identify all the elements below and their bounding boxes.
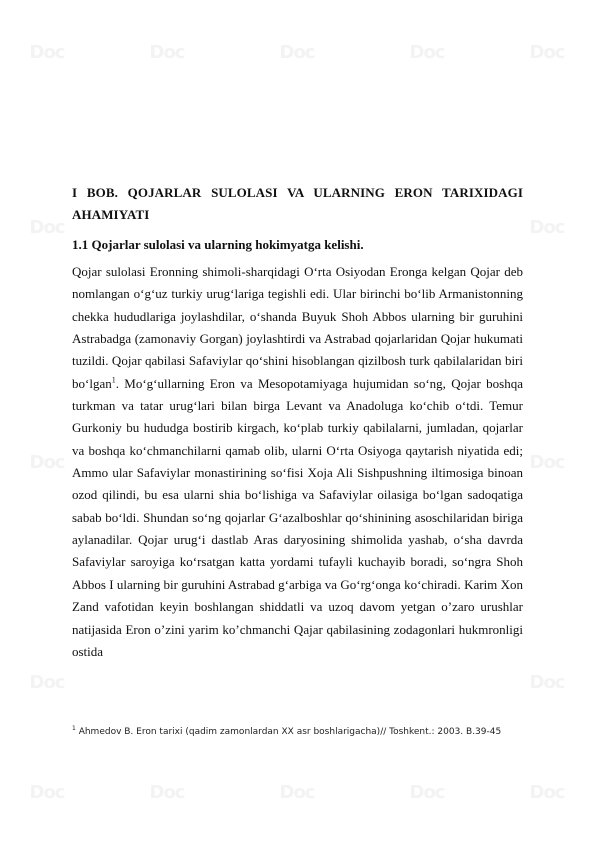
watermark-pattern: Doc Doc Doc Doc Doc Doc Doc Doc Doc Doc Doc Doc Doc Doc Doc Doc [29, 41, 565, 803]
chapter-title: I BOB. QOJARLAR SULOLASI VA ULARNING ERON TARIXIDAGI AHAMIYATI [72, 185, 523, 222]
section-title: 1.1 Qojarlar sulolasi va ularning hokimyatga kelishi. [72, 237, 364, 252]
paragraph-text-part1: Qojar sulolasi Eronning shimoli-sharqidagi O‘rta Osiyodan Eronga kelgan Qojar deb nomlangan o‘g‘uz turkiy urug‘lariga tegishli edi. Ular birinchi bo‘lib Armanistonning chekka hududlariga joylashdilar, o‘shanda Buyuk Shoh Abbos ularning bir guruhini Astrabadga (zamonaviy Gorgan) joylashtirdi va Astrabad qojarlaridan Qojar hukumati tuzildi. Qojar qabilasi Safaviylar qo‘shini hisoblangan qizilbosh turk qabilalaridan biri bo‘lgan [72, 264, 523, 391]
footnote-reference[interactable]: 1 [111, 375, 116, 385]
footnote-text: Ahmedov B. Eron tarixi (qadim zamonlardan XX asr boshlarigacha)// Toshkent.: 2003. B.39-45 [75, 727, 502, 737]
footnote-number: 1 [72, 725, 76, 732]
paragraph-text-part2: . Mo‘g‘ullarning Eron va Mesopotamiyaga hujumidan so‘ng, Qojar boshqa turkman va tatar urug‘lari bilan birga Levant va Anadoluga ko‘chib o‘tdi. Temur Gurkoniy bu hududga bostirib kirgach, ko‘plab turkiy qabilalarni, jumladan, qojarlar va boshqa ko‘chmanchilarni qamab olib, ularni O‘rta Osiyoga qaytarish niyatida edi; Ammo ular Safaviylar monastirining so‘fisi Xoja Ali Sishpushning iltimosiga binoan ozod qilindi, bu esa ularni shia bo‘lishiga va Safaviylar oilasiga bo‘lgan sadoqatiga sabab bo‘ldi. Shundan so‘ng qojarlar G‘azalboshlar qo‘shinining asoschilaridan biriga aylanadilar. Qojar urug‘i dastlab Aras daryosining shimolida yashab, o‘sha davrda Safaviylar saroyiga ko‘rsatgan katta yordami tufayli kuchayib boradi, so‘ngra Shoh Abbos I ularning bir guruhini Astrabad g‘arbiga va Go‘rg‘onga ko‘chiradi. Karim Xon Zand vafotidan keyin boshlangan shiddatli va uzoq davom yetgan o’zaro urushlar natijasida Eron o’zini yarim ko’chmanchi Qajar qabilasining zodagonlari hukmronligi ostida [72, 375, 523, 659]
document-page [72, 182, 523, 663]
footnote [72, 727, 523, 737]
body-paragraph [72, 261, 523, 663]
